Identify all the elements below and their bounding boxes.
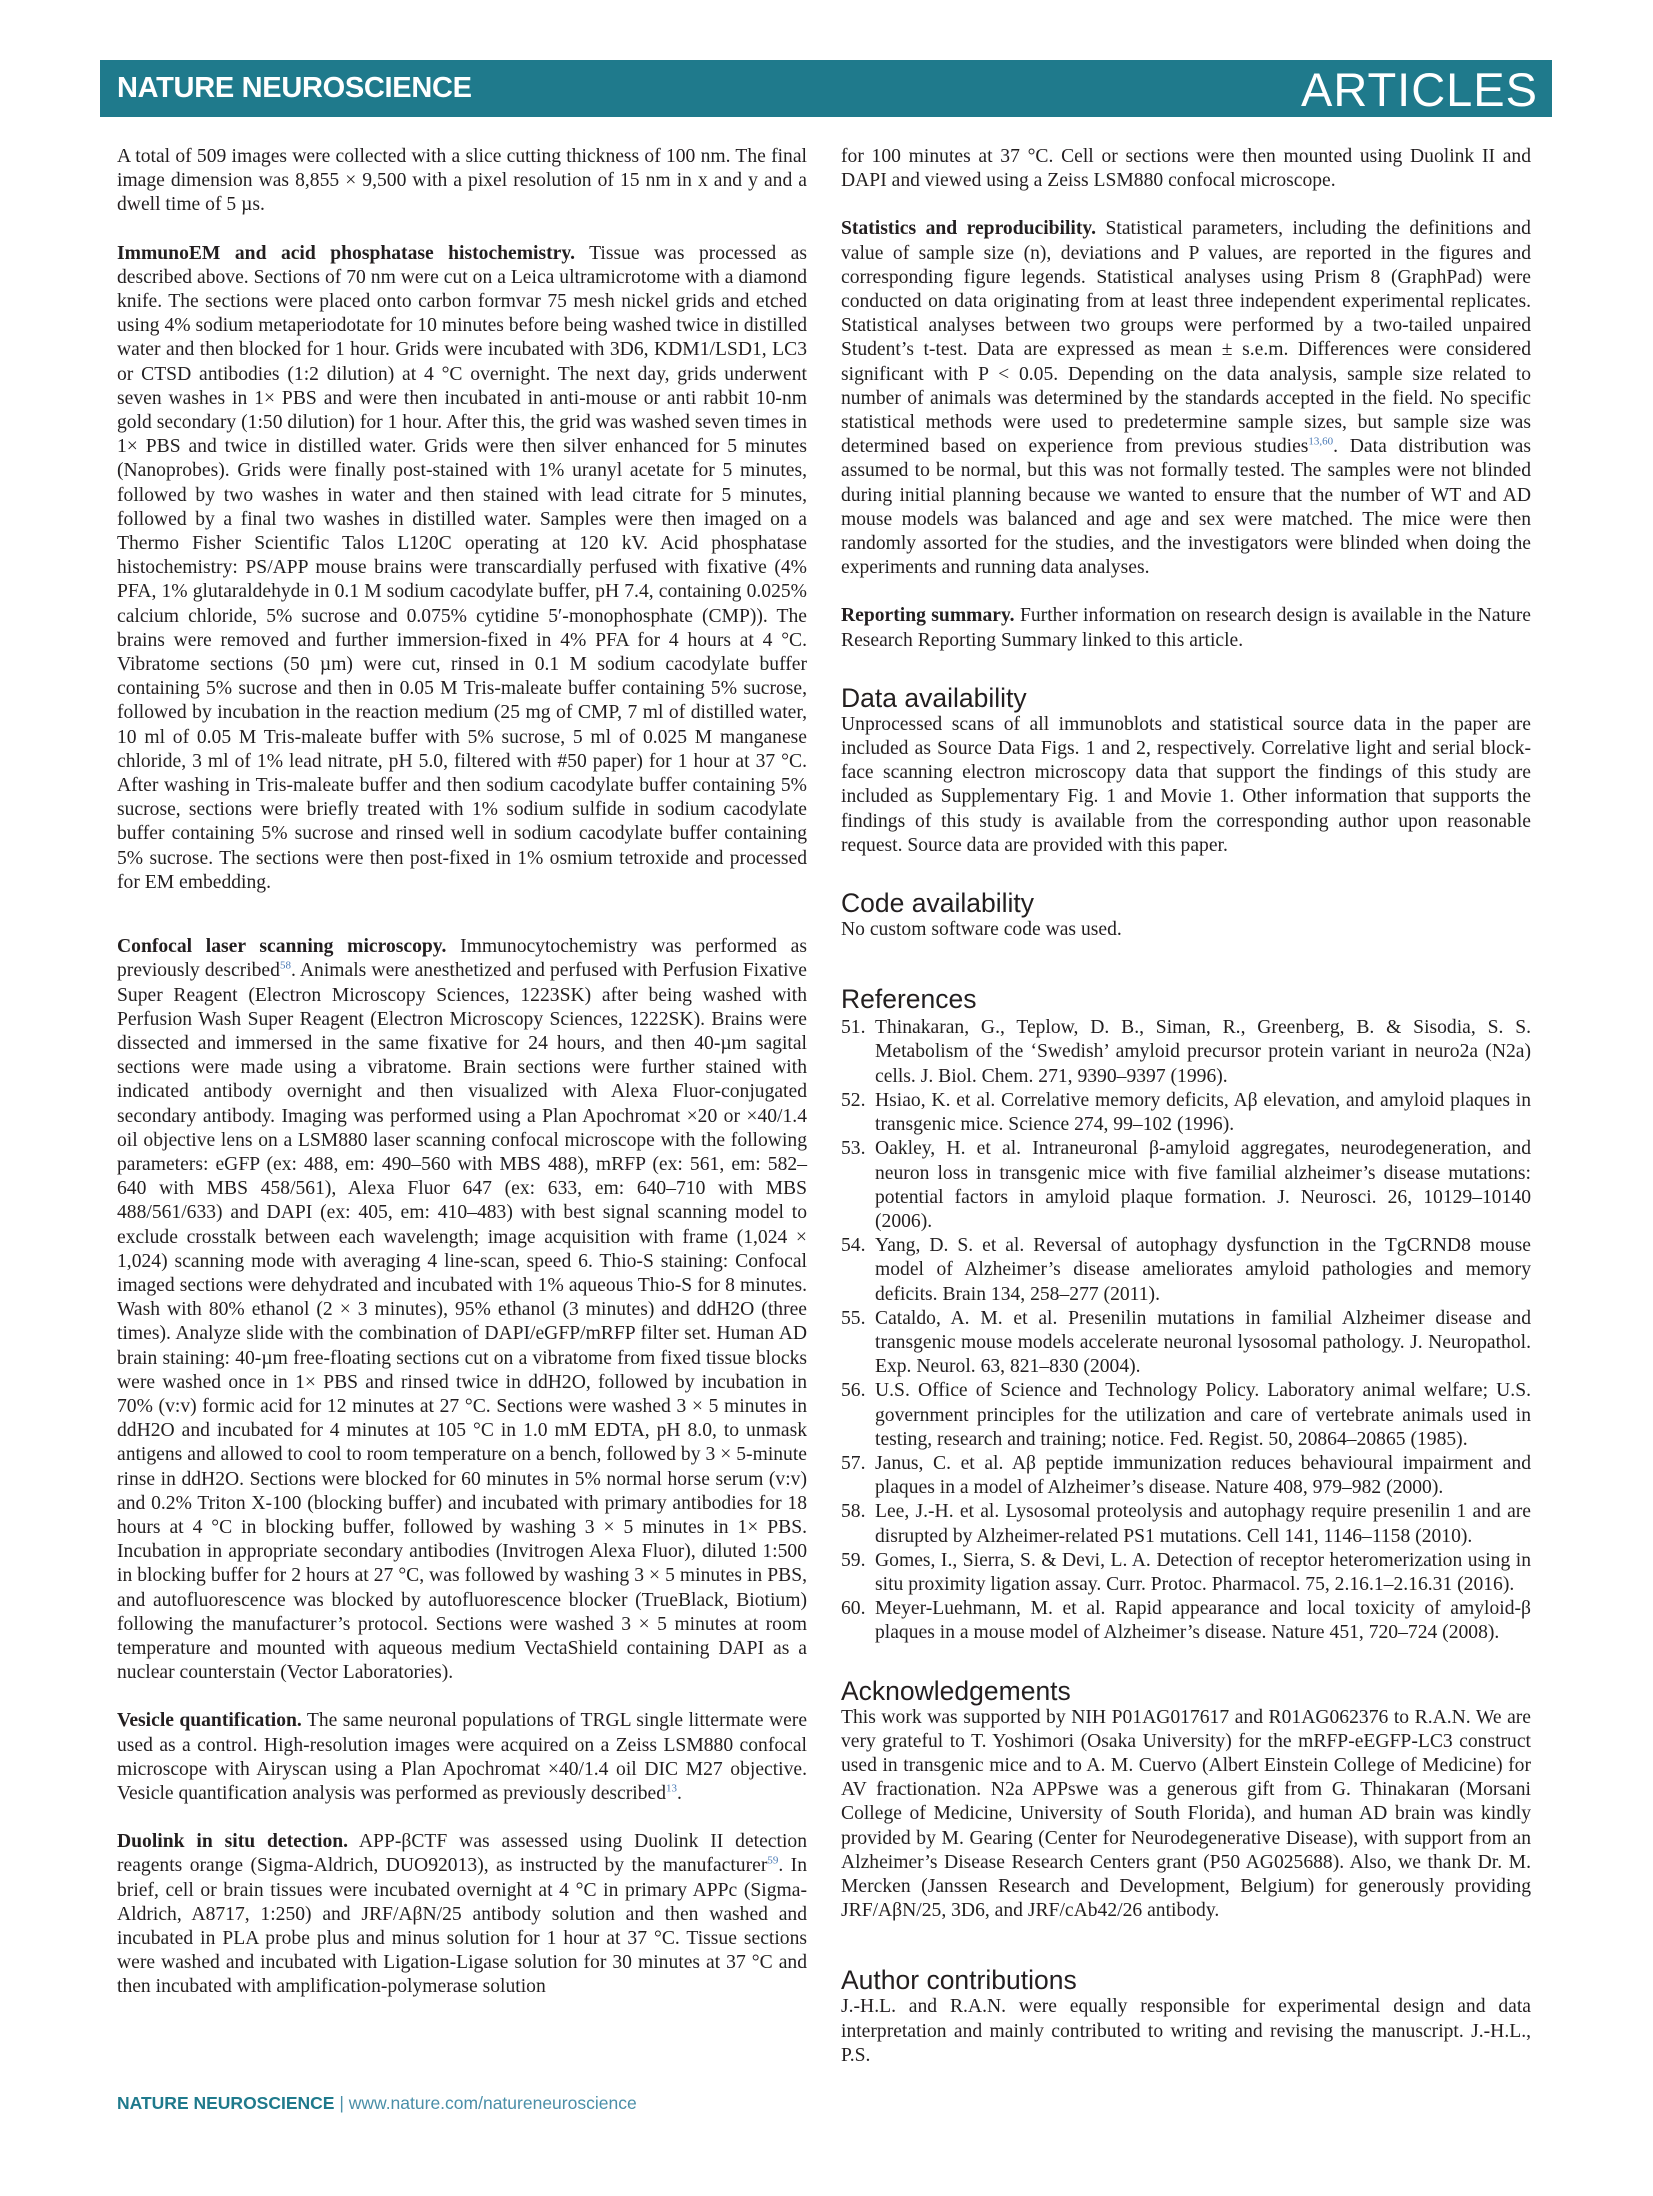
right-column [841,145,1531,2068]
reference-number: 54. [841,1235,866,1257]
section-body: This work was supported by NIH P01AG017617 and R01AG062376 to R.A.N. We are very grateful to T. Yoshimori (Osaka University) for the mRFP-eEGFP-LC3 construct used in transgenic mice and to A. M. Cuervo (Albert Einstein College of Medicine) for AV fractionation. N2a APPswe was a generous gift from G. Thinakaran (Morsani College of Medicine, University of South Florida), and human AD brain was kindly provided by M. Gearing (Center for Neurodegenerative Disease), with support from an Alzheimer’s Disease Research Centers grant (P50 AG025688). Also, we thank Dr. M. Mercken (Janssen Research and Development, Belgium) for generously providing JRF/AβN/25, 3D6, and JRF/cAb42/26 antibody. [841,1706,1531,1922]
journal-name: NATURE NEUROSCIENCE [117,72,472,104]
reference-item [841,1234,1531,1307]
reference-item [841,1016,1531,1089]
footer-journal: NATURE NEUROSCIENCE [117,2093,335,2113]
paragraph-image-collection: A total of 509 images were collected with a slice cutting thickness of 100 nm. The final image dimension was 8,855 × 9,500 with a pixel resolution of 15 nm in x and y and a dwell time of 5 µs. [117,146,807,216]
run-in-heading: Reporting summary. [841,605,1015,627]
reference-text: Meyer-Luehmann, M. et al. Rapid appearance and local toxicity of amyloid-β plaques in a mouse model of Alzheimer’s disease. Nature 451, 720–724 (2008). [875,1598,1531,1644]
reference-number: 58. [841,1501,866,1523]
paragraph-duolink [117,1830,807,1999]
code-availability-section [841,888,1531,942]
section-body: No custom software code was used. [841,919,1122,941]
citation-link[interactable]: 59 [767,1854,779,1867]
reference-number: 57. [841,1452,866,1474]
reference-number: 55. [841,1307,866,1329]
section-heading: Code availability [841,888,1034,919]
reference-text: Cataldo, A. M. et al. Presenilin mutations in familial Alzheimer disease and transgenic mouse models accelerate neuronal lysosomal pathology. J. Neuropathol. Exp. Neurol. 63, 821–830 (2004). [875,1307,1531,1378]
section-label: ARTICLES [1301,63,1538,116]
paragraph-duolink-continued: for 100 minutes at 37 °C. Cell or sections were then mounted using Duolink II and DAPI and viewed using a Zeiss LSM880 confocal microscope. [841,146,1531,192]
section-heading: Acknowledgements [841,1675,1071,1706]
reference-text: Gomes, I., Sierra, S. & Devi, L. A. Detection of receptor heteromerization using in situ proximity ligation assay. Curr. Protoc. Pharmacol. 75, 2.16.1–2.16.31 (2016). [875,1549,1531,1595]
section-heading: References [841,984,977,1015]
reference-number: 59. [841,1549,866,1571]
data-availability-section [841,683,1531,858]
run-in-heading: Statistics and reproducibility. [841,218,1097,240]
reference-number: 52. [841,1089,866,1111]
reference-number: 60. [841,1598,866,1620]
paragraph-body: . Data distribution was assumed to be normal, but this was not formally tested. The samples were not blinded during initial planning because we wanted to ensure that the number of WT and AD mouse models was balanced and age and sex were matched. The mice were then randomly assorted for the studies, and the investigators were blinded when doing the experiments and running data analyses. [841,436,1531,579]
citation-link[interactable]: 13,60 [1308,435,1334,448]
reference-number: 51. [841,1017,866,1039]
reference-item [841,1137,1531,1234]
footer-url-link[interactable]: www.nature.com/natureneuroscience [348,2093,637,2113]
paragraph-body: Immunocytochemistry was performed as previously described [117,936,807,982]
paragraph-statistics [841,217,1531,580]
paragraph-vesicle [117,1709,807,1806]
paragraph-body: . In brief, cell or brain tissues were incubated overnight at 4 °C in primary APPc (Sigma-Aldrich, A8717, 1:250) and JRF/AβN/25 antibody solution and then washed and incubated in PLA probe plus and minus solution for 1 hour at 37 °C. Tissue sections were washed and incubated with Ligation-Ligase solution for 30 minutes at 37 °C and then incubated with amplification-polymerase solution [117,1855,807,1998]
left-column [117,145,807,2000]
reference-text: Lee, J.-H. et al. Lysosomal proteolysis and autophagy require presenilin 1 and are disrupted by Alzheimer-related PS1 mutations. Cell 141, 1146–1158 (2010). [875,1501,1531,1547]
reference-number: 53. [841,1138,866,1160]
paragraph-body: Statistical parameters, including the definitions and value of sample size (n), deviations and P values, are reported in the figures and corresponding figure legends. Statistical analyses using Prism 8 (GraphPad) were conducted on data originating from at least three independent experimental replicates. Statistical analyses between two groups were performed by a two-tailed unpaired Student’s t-test. Data are expressed as mean ± s.e.m. Differences were considered significant with P < 0.05. Depending on the data analysis, sample size related to number of animals was determined by the standards accepted in the field. No specific statistical methods were used to predetermine sample sizes, but sample size was determined based on experience from previous studies [841,218,1531,458]
paragraph-body: The same neuronal populations of TRGL single littermate were used as a control. High-resolution images were acquired on a Zeiss LSM880 confocal microscope with Airyscan using a Plan Apochromat ×40/1.4 oil DIC M27 objective. Vesicle quantification analysis was performed as previously described [117,1710,808,1804]
paragraph-body: APP-βCTF was assessed using Duolink II detection reagents orange (Sigma-Aldrich, DUO92013), as instructed by the manufacturer [117,1831,807,1877]
paragraph-body: . [677,1783,682,1804]
reference-text: Oakley, H. et al. Intraneuronal β-amyloid aggregates, neurodegeneration, and neuron loss in transgenic mice with five familial alzheimer’s disease mutations: potential factors in amyloid plaque formation. J. Neurosci. 26, 10129–10140 (2006). [875,1138,1531,1232]
paragraph-immunoem [117,242,807,895]
section-body: J.-H.L. and R.A.N. were equally responsible for experimental design and data interpretation and mainly contributed to writing and revising the manuscript. J.-H.L., P.S. [841,1996,1531,2066]
run-in-heading: Duolink in situ detection. [117,1831,349,1853]
reference-text: U.S. Office of Science and Technology Policy. Laboratory animal welfare; U.S. government principles for the utilization and care of vertebrate animals used in testing, research and training; notice. Fed. Regist. 50, 20864–20865 (1985). [875,1380,1531,1450]
section-body: Unprocessed scans of all immunoblots and statistical source data in the paper are included as Source Data Figs. 1 and 2, respectively. Correlative light and serial block-face scanning electron microscopy data that support the findings of this study are included as Supplementary Fig. 1 and Movie 1. Other information that supports the findings of this study is available from the corresponding author upon reasonable request. Source data are provided with this paper. [841,713,1531,856]
references-section [841,984,1531,1645]
reference-text: Yang, D. S. et al. Reversal of autophagy dysfunction in the TgCRND8 mouse model of Alzheimer’s disease ameliorates amyloid pathologies and memory deficits. Brain 134, 258–277 (2011). [875,1235,1531,1305]
citation-link[interactable]: 58 [279,959,291,972]
paragraph-reporting [841,604,1531,652]
paragraph-confocal [117,935,807,1685]
reference-item [841,1379,1531,1452]
paragraph-body: . Animals were anesthetized and perfused with Perfusion Fixative Super Reagent (Electron Microscopy Sciences, 1223SK) after being washed with Perfusion Wash Super Reagent (Electron Microscopy Sciences, 1222SK). Brains were dissected and immersed in the same fixative for 24 hours, and then 40-µm sagital sections were made using a vibratome. Brain sections were further stained with indicated antibody overnight and then visualized with Alexa Fluor-conjugated secondary antibody. Imaging was performed using a Plan Apochromat ×20 or ×40/1.4 oil objective lens on a LSM880 laser scanning confocal microscope with the following parameters: eGFP (ex: 488, em: 490–560 with MBS 488), mRFP (ex: 561, em: 582–640 with MBS 458/561), Alexa Fluor 647 (ex: 633, em: 640–710 with MBS 488/561/633) and DAPI (ex: 405, em: 410–483) with best signal scanning model to exclude crosstalk between each wavelength; image acquisition with frame (1,024 × 1,024) scanning mode with averaging 4 line-scan, speed 6. Thio-S staining: Confocal imaged sections were dehydrated and incubated with 1% aqueous Thio-S for 8 minutes. Wash with 80% ethanol (2 × 3 minutes), 95% ethanol (3 minutes) and ddH2O (three times). Analyze slide with the combination of DAPI/eGFP/mRFP filter set. Human AD brain staining: 40-µm free-floating sections cut on a vibratome from fixed tissue blocks were washed once in 1× PBS and rinsed twice in ddH2O, followed by incubation in 70% (v:v) formic acid for 12 minutes at 27 °C. Sections were washed 3 × 5 minutes in ddH2O and incubated for 4 minutes at 105 °C in 1.0 mM EDTA, pH 8.0, to unmask antigens and allowed to cool to room temperature on a bench, followed by 3 × 5-minute rinse in ddH2O. Sections were blocked for 60 minutes in 5% normal horse serum (v:v) and 0.2% Triton X-100 (blocking buffer) and incubated with primary antibodies for 18 hours at 4 °C in blocking buffer, followed by washing 3 × 5 minutes in 1× PBS. Incubation in appropriate secondary antibodies (Invitrogen Alexa Fluor), diluted 1:500 in blocking buffer for 2 hours at 27 °C, was followed by washing 3 × 5 minutes in PBS, and autofluorescence was blocked by autofluorescence blocker (TrueBlack, Biotium) following the manufacturer’s protocol. Sections were washed 3 × 5 minutes at room temperature and mounted with aqueous medium VectaShield containing DAPI as a nuclear counterstain (Vector Laboratories). [117,960,808,1684]
reference-text: Janus, C. et al. Aβ peptide immunization reduces behavioural impairment and plaques in a model of Alzheimer’s disease. Nature 408, 979–982 (2000). [875,1452,1531,1499]
reference-item [841,1307,1531,1380]
reference-item [841,1452,1531,1500]
acknowledgements-section [841,1676,1531,1924]
section-heading: Data availability [841,682,1027,713]
footer-separator: | [334,2093,349,2113]
journal-header-bar [100,60,1552,117]
reference-item [841,1500,1531,1548]
citation-link[interactable]: 13 [666,1782,677,1795]
reference-item [841,1089,1531,1137]
page-footer [117,2093,637,2114]
paragraph-body: Tissue was processed as described above. Sections of 70 nm were cut on a Leica ultramicrotome with a diamond knife. The sections were placed onto carbon formvar 75 mesh nickel grids and etched using 4% sodium metaperiodotate for 10 minutes before being washed twice in distilled water and then blocked for 1 hour. Grids were incubated with 3D6, KDM1/LSD1, LC3 or CTSD antibodies (1:2 dilution) at 4 °C overnight. The next day, grids underwent seven washes in 1× PBS and were then incubated in anti-mouse or anti rabbit 10-nm gold secondary (1:50 dilution) for 1 hour. After this, the grid was washed seven times in 1× PBS and twice in distilled water. Grids were then silver enhanced for 5 minutes (Nanoprobes). Grids were finally post-stained with 1% uranyl acetate for 5 minutes, followed by two washes in water and then stained with lead citrate for 5 minutes, followed by a final two washes in distilled water. Samples were then imaged on a Thermo Fisher Scientific Talos L120C operating at 120 kV. Acid phosphatase histochemistry: PS/APP mouse brains were transcardially perfused with fixative (4% PFA, 1% glutaraldehyde in 0.1 M sodium cacodylate buffer, pH 7.4, containing 0.025% calcium chloride, 5% sucrose and 0.075% cytidine 5′-monophosphate (CMP)). The brains were removed and further immersion-fixed in 4% PFA for 4 hours at 4 °C. Vibratome sections (50 µm) were cut, rinsed in 0.1 M sodium cacodylate buffer containing 5% sucrose and then in 0.05 M Tris-maleate buffer containing 5% sucrose, followed by incubation in the reaction medium (25 mg of CMP, 7 ml of distilled water, 10 ml of 0.05 M Tris-maleate buffer with 5% sucrose, 5 ml of 0.025 M manganese chloride, 3 ml of 1% lead nitrate, pH 5.0, filtered with #50 paper) for 1 hour at 37 °C. After washing in Tris-maleate buffer and then sodium cacodylate buffer containing 5% sucrose, sections were briefly treated with 1% sodium sulfide in sodium cacodylate buffer containing 5% sucrose and rinsed well in sodium cacodylate buffer containing 5% sucrose. The sections were then post-fixed in 1% osmium tetroxide and processed for EM embedding. [117,242,808,893]
paragraph-body: Further information on research design is available in the Nature Research Reporting Summary linked to this article. [841,605,1531,651]
reference-item [841,1549,1531,1597]
reference-item [841,1597,1531,1645]
section-heading: Author contributions [841,1965,1077,1996]
reference-text: Hsiao, K. et al. Correlative memory deficits, Aβ elevation, and amyloid plaques in transgenic mice. Science 274, 99–102 (1996). [875,1089,1531,1136]
run-in-heading: ImmunoEM and acid phosphatase histochemistry. [117,242,575,264]
reference-text: Thinakaran, G., Teplow, D. B., Siman, R., Greenberg, B. & Sisodia, S. S. Metabolism of the ‘Swedish’ amyloid precursor protein variant in neuro2a (N2a) cells. J. Biol. Chem. 271, 9390–9397 (1996). [875,1017,1531,1087]
run-in-heading: Confocal laser scanning microscopy. [117,936,447,958]
reference-list [841,1016,1531,1645]
run-in-heading: Vesicle quantification. [117,1710,302,1732]
author-contributions-section [841,1965,1531,2068]
reference-number: 56. [841,1380,866,1402]
